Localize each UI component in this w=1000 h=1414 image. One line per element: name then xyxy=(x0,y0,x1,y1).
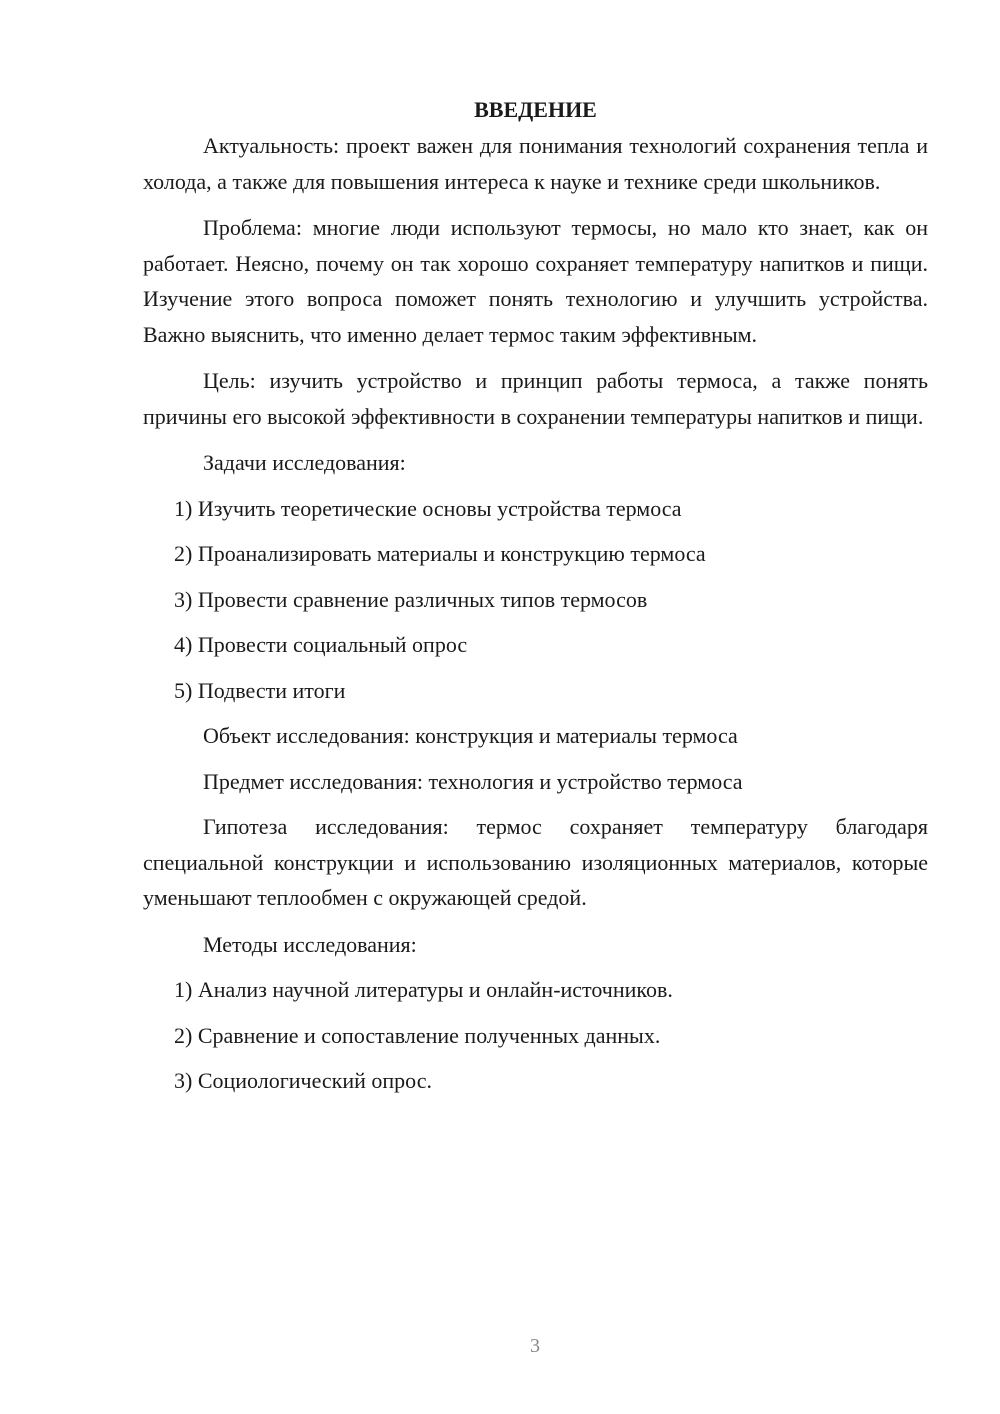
research-subject: Предмет исследования: технология и устройство термоса xyxy=(203,768,743,794)
hypothesis-paragraph: Гипотеза исследования: термос сохраняет температуру благодаря специальной конструкции и использованию изоляционных материалов, которые уменьшают теплообмен с окружающей средой. xyxy=(143,814,928,910)
task-item: 4) Провести социальный опрос xyxy=(174,632,468,657)
page-number: 3 xyxy=(530,1335,540,1357)
method-item: 3) Социологический опрос. xyxy=(174,1068,432,1093)
problem-paragraph: Проблема: многие люди используют термосы, но мало кто знает, как он работает. Неясно, почему он так хорошо сохраняет температуру напитков и пищи. Изучение этого вопроса поможет понять технологию и улучшить устройства. Важно выяснить, что именно делает термос таким эффективным. xyxy=(143,215,928,347)
method-item: 2) Сравнение и сопоставление полученных данных. xyxy=(174,1022,661,1048)
task-item: 3) Провести сравнение различных типов термосов xyxy=(174,586,648,612)
goal-paragraph: Цель: изучить устройство и принцип работы термоса, а также понять причины его высокой эффективности в сохранении температуры напитков и пищи. xyxy=(143,368,928,429)
relevance-paragraph: Актуальность: проект важен для понимания технологий сохранения тепла и холода, а также для повышения интереса к науке и технике среди школьников. xyxy=(143,133,928,194)
research-object: Объект исследования: конструкция и материалы термоса xyxy=(203,723,738,748)
task-item: 2) Проанализировать материалы и конструкцию термоса xyxy=(174,541,706,566)
section-title: ВВЕДЕНИЕ xyxy=(474,97,597,122)
task-item: 1) Изучить теоретические основы устройства термоса xyxy=(174,495,682,521)
document-page xyxy=(143,92,928,1109)
method-item: 1) Анализ научной литературы и онлайн-источников. xyxy=(174,977,673,1002)
task-item: 5) Подвести итоги xyxy=(174,677,346,703)
methods-heading: Методы исследования: xyxy=(203,931,417,957)
tasks-heading: Задачи исследования: xyxy=(203,450,406,475)
